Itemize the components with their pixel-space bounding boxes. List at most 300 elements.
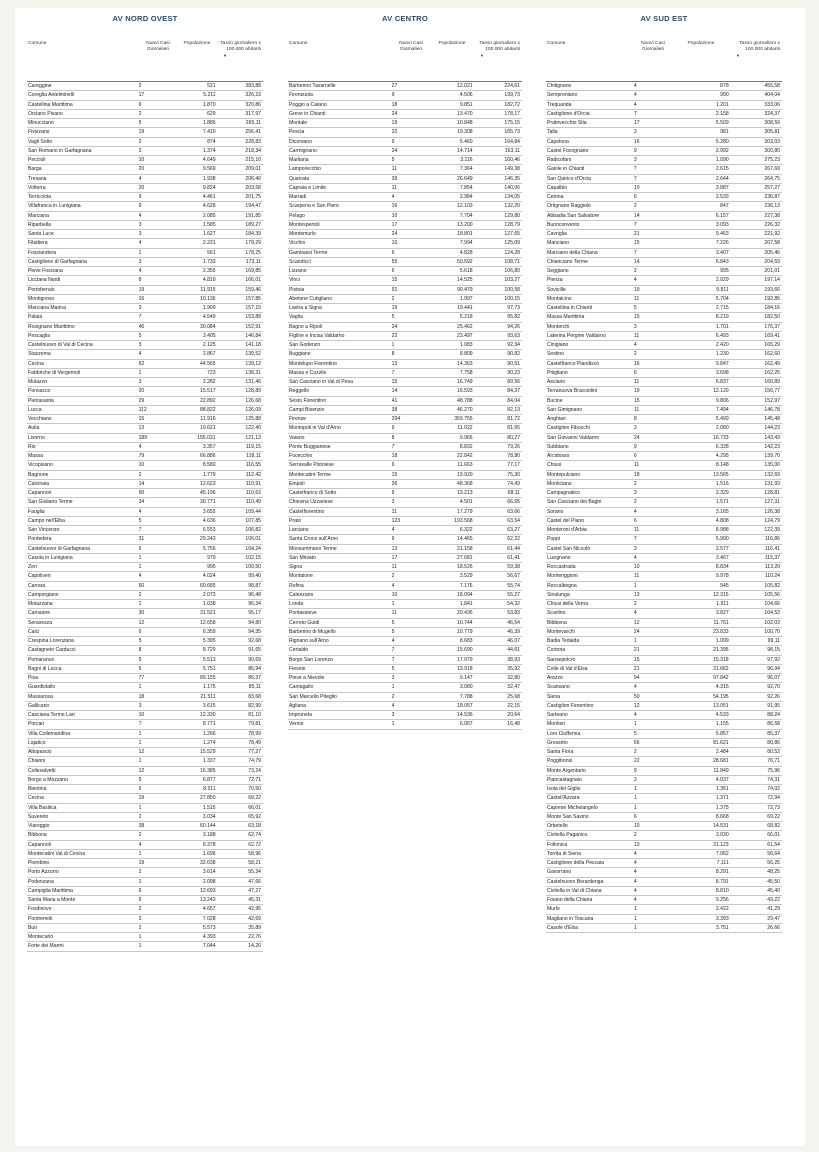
cell-popolazione: 1.274 — [202, 739, 216, 746]
table-row[interactable] — [27, 637, 263, 646]
cell-nuovi-casi: 6 — [633, 453, 637, 459]
table-row[interactable] — [546, 757, 782, 766]
table-row[interactable] — [27, 295, 263, 304]
table-row[interactable] — [546, 91, 782, 100]
table-row[interactable] — [27, 119, 263, 128]
table-row[interactable] — [546, 572, 782, 581]
table-row[interactable] — [27, 526, 263, 535]
cell-tasso: 324,37 — [764, 110, 780, 117]
table-row[interactable] — [546, 184, 782, 193]
table-row[interactable] — [546, 249, 782, 258]
table-row[interactable] — [27, 212, 263, 221]
table-row[interactable] — [546, 489, 782, 498]
table-row[interactable] — [27, 887, 263, 896]
table-row[interactable] — [288, 332, 522, 341]
table-row[interactable] — [288, 165, 522, 174]
table-row[interactable] — [546, 905, 782, 914]
table-row[interactable] — [288, 628, 522, 637]
cell-nuovi-casi: 4 — [138, 841, 142, 848]
table-row[interactable] — [288, 378, 522, 387]
table-row[interactable] — [27, 813, 263, 822]
table-row[interactable] — [27, 147, 263, 156]
cell-comune: San Casciano in Val di Pesa — [289, 379, 353, 385]
cell-nuovi-casi: 10 — [633, 564, 640, 570]
table-row[interactable] — [546, 702, 782, 711]
table-row[interactable] — [27, 489, 263, 498]
table-row[interactable] — [288, 147, 522, 156]
header-casi[interactable]: Nuovi Casi Giornalieri — [146, 41, 170, 52]
table-row[interactable] — [546, 859, 782, 868]
table-row[interactable] — [27, 156, 263, 165]
table-row[interactable] — [27, 323, 263, 332]
cell-tasso: 127,31 — [764, 499, 780, 506]
table-row[interactable] — [27, 535, 263, 544]
table-row[interactable] — [546, 693, 782, 702]
table-row[interactable] — [27, 350, 263, 359]
table-row[interactable] — [27, 665, 263, 674]
table-row[interactable] — [288, 119, 522, 128]
table-row[interactable] — [288, 101, 522, 110]
table-row[interactable] — [27, 184, 263, 193]
table-row[interactable] — [288, 498, 522, 507]
cell-popolazione: 3.698 — [715, 369, 729, 376]
table-row[interactable] — [288, 304, 522, 313]
table-row[interactable] — [27, 202, 263, 211]
table-row[interactable] — [27, 646, 263, 655]
table-row[interactable] — [546, 101, 782, 110]
table-row[interactable] — [27, 101, 263, 110]
table-row[interactable] — [27, 193, 263, 202]
table-row[interactable] — [546, 609, 782, 618]
table-row[interactable] — [546, 286, 782, 295]
table-row[interactable] — [27, 239, 263, 248]
cell-nuovi-casi: 3 — [138, 147, 142, 154]
header-tasso[interactable] — [730, 30, 782, 81]
table-row[interactable] — [288, 452, 522, 461]
table-row[interactable] — [288, 461, 522, 470]
table-row[interactable] — [27, 609, 263, 618]
table-row[interactable] — [288, 572, 522, 581]
table-row[interactable] — [546, 720, 782, 729]
table-row[interactable] — [27, 397, 263, 406]
table-row[interactable] — [27, 933, 263, 942]
cell-tasso: 182,72 — [504, 101, 521, 108]
table-row[interactable] — [27, 452, 263, 461]
header-popolazione[interactable]: Popolazione — [438, 41, 466, 46]
table-row[interactable] — [546, 776, 782, 785]
table-row[interactable] — [27, 82, 263, 91]
table-row[interactable] — [546, 424, 782, 433]
table-row[interactable] — [546, 665, 782, 674]
table-row[interactable] — [288, 720, 522, 729]
table-row[interactable] — [546, 767, 782, 776]
table-row[interactable] — [288, 350, 522, 359]
table-row[interactable] — [27, 545, 263, 554]
table-row[interactable] — [27, 942, 263, 951]
table-row[interactable] — [546, 563, 782, 572]
header-casi[interactable]: Nuovi Casi Giornalieri — [399, 41, 423, 52]
table-row[interactable] — [288, 434, 522, 443]
table-row[interactable] — [288, 110, 522, 119]
cell-tasso: 84,37 — [507, 388, 521, 395]
table-row[interactable] — [546, 739, 782, 748]
table-row[interactable] — [288, 600, 522, 609]
table-row[interactable] — [288, 193, 522, 202]
table-row[interactable] — [27, 822, 263, 831]
table-row[interactable] — [546, 128, 782, 137]
cell-comune: Poggibonsi — [547, 758, 573, 765]
table-row[interactable] — [27, 868, 263, 877]
table-row[interactable] — [546, 822, 782, 831]
table-row[interactable] — [288, 387, 522, 396]
table-row[interactable] — [546, 323, 782, 332]
table-row[interactable] — [288, 489, 522, 498]
table-row[interactable] — [27, 905, 263, 914]
table-row[interactable] — [546, 480, 782, 489]
cell-tasso: 85,11 — [248, 684, 261, 691]
table-row[interactable] — [288, 526, 522, 535]
table-row[interactable] — [27, 498, 263, 507]
table-row[interactable] — [27, 859, 263, 868]
table-row[interactable] — [27, 175, 263, 184]
table-row[interactable] — [288, 295, 522, 304]
table-row[interactable] — [546, 554, 782, 563]
sort-down-icon[interactable]: ▼ — [480, 53, 484, 58]
table-row[interactable] — [288, 646, 522, 655]
table-row[interactable] — [546, 276, 782, 285]
table-row[interactable] — [288, 267, 522, 276]
table-row[interactable] — [546, 924, 782, 933]
table-row[interactable] — [546, 831, 782, 840]
table-row[interactable] — [546, 600, 782, 609]
table-row[interactable] — [546, 221, 782, 230]
header-tasso[interactable] — [217, 30, 263, 81]
table-row[interactable] — [546, 471, 782, 480]
table-row[interactable] — [546, 138, 782, 147]
table-row[interactable] — [27, 563, 263, 572]
table-row[interactable] — [27, 378, 263, 387]
cell-tasso: 79,26 — [507, 443, 521, 450]
cell-popolazione: 2.867 — [202, 351, 216, 358]
sort-down-icon[interactable]: ▼ — [736, 53, 740, 58]
table-row[interactable] — [546, 748, 782, 757]
table-row[interactable] — [27, 360, 263, 369]
table-row[interactable] — [288, 406, 522, 415]
table-row[interactable] — [288, 545, 522, 554]
table-row[interactable] — [288, 230, 522, 239]
table-row[interactable] — [27, 582, 263, 591]
table-row[interactable] — [546, 387, 782, 396]
cell-tasso: 164,84 — [504, 138, 521, 145]
table-row[interactable] — [27, 332, 263, 341]
header-tasso[interactable] — [474, 30, 522, 81]
table-row[interactable] — [27, 757, 263, 766]
table-row[interactable] — [546, 508, 782, 517]
table-row[interactable] — [546, 794, 782, 803]
table-row[interactable] — [546, 619, 782, 628]
table-row[interactable] — [288, 535, 522, 544]
table-row[interactable] — [27, 313, 263, 322]
table-row[interactable] — [288, 341, 522, 350]
table-row[interactable] — [546, 646, 782, 655]
table-row[interactable] — [546, 526, 782, 535]
table-row[interactable] — [27, 508, 263, 517]
table-row[interactable] — [546, 804, 782, 813]
table-row[interactable] — [27, 517, 263, 526]
table-row[interactable] — [288, 156, 522, 165]
table-row[interactable] — [546, 656, 782, 665]
table-row[interactable] — [288, 82, 522, 91]
table-row[interactable] — [27, 424, 263, 433]
cell-nuovi-casi: 32 — [391, 129, 398, 136]
table-row[interactable] — [27, 656, 263, 665]
table-row[interactable] — [27, 896, 263, 905]
table-row[interactable] — [546, 683, 782, 692]
table-row[interactable] — [546, 202, 782, 211]
table-row[interactable] — [546, 110, 782, 119]
table-row[interactable] — [27, 841, 263, 850]
table-row[interactable] — [546, 415, 782, 424]
table-row[interactable] — [288, 471, 522, 480]
table-row[interactable] — [288, 665, 522, 674]
table-row[interactable] — [546, 591, 782, 600]
table-row[interactable] — [288, 313, 522, 322]
table-row[interactable] — [546, 230, 782, 239]
table-row[interactable] — [288, 258, 522, 267]
table-row[interactable] — [27, 591, 263, 600]
table-row[interactable] — [27, 804, 263, 813]
table-row[interactable] — [546, 119, 782, 128]
table-row[interactable] — [27, 739, 263, 748]
table-row[interactable] — [27, 443, 263, 452]
table-row[interactable] — [288, 711, 522, 720]
table-row[interactable] — [546, 295, 782, 304]
table-row[interactable] — [546, 378, 782, 387]
table-row[interactable] — [27, 415, 263, 424]
cell-nuovi-casi: 50 — [138, 490, 145, 496]
table-row[interactable] — [546, 637, 782, 646]
table-row[interactable] — [546, 582, 782, 591]
header-comune[interactable]: Comune — [547, 41, 566, 46]
table-row[interactable] — [288, 591, 522, 600]
table-row[interactable] — [546, 165, 782, 174]
table-row[interactable] — [546, 517, 782, 526]
table-row[interactable] — [27, 776, 263, 785]
table-row[interactable] — [27, 249, 263, 258]
table-row[interactable] — [546, 239, 782, 248]
cell-popolazione: 22.892 — [199, 397, 216, 404]
table-row[interactable] — [546, 868, 782, 877]
table-row[interactable] — [546, 887, 782, 896]
cell-tasso: 257,27 — [764, 184, 780, 191]
table-row[interactable] — [288, 202, 522, 211]
table-row[interactable] — [27, 128, 263, 137]
table-row[interactable] — [546, 452, 782, 461]
header-popolazione[interactable]: Popolazione — [687, 41, 715, 46]
table-row[interactable] — [27, 730, 263, 739]
table-row[interactable] — [288, 582, 522, 591]
table-row[interactable] — [27, 748, 263, 757]
table-row[interactable] — [546, 813, 782, 822]
table-row[interactable] — [288, 609, 522, 618]
table-row[interactable] — [288, 276, 522, 285]
table-row[interactable] — [27, 674, 263, 683]
table-row[interactable] — [27, 572, 263, 581]
sort-down-icon[interactable]: ▼ — [223, 53, 227, 58]
table-row[interactable] — [546, 212, 782, 221]
table-row[interactable] — [546, 535, 782, 544]
table-row[interactable] — [27, 387, 263, 396]
table-row[interactable] — [27, 286, 263, 295]
table-row[interactable] — [27, 258, 263, 267]
table-row[interactable] — [546, 397, 782, 406]
table-row[interactable] — [546, 350, 782, 359]
table-row[interactable] — [288, 323, 522, 332]
table-row[interactable] — [546, 434, 782, 443]
table-row[interactable] — [288, 415, 522, 424]
table-row[interactable] — [27, 785, 263, 794]
table-row[interactable] — [288, 674, 522, 683]
table-row[interactable] — [288, 397, 522, 406]
table-row[interactable] — [546, 915, 782, 924]
table-row[interactable] — [546, 711, 782, 720]
table-row[interactable] — [27, 91, 263, 100]
table-row[interactable] — [27, 341, 263, 350]
header-comune[interactable]: Comune — [289, 41, 308, 46]
table-row[interactable] — [288, 480, 522, 489]
cell-nuovi-casi: 39 — [391, 175, 398, 182]
table-row[interactable] — [27, 221, 263, 230]
table-row[interactable] — [546, 841, 782, 850]
table-row[interactable] — [546, 628, 782, 637]
table-row[interactable] — [27, 110, 263, 119]
table-row[interactable] — [288, 619, 522, 628]
table-row[interactable] — [288, 517, 522, 526]
table-row[interactable] — [546, 461, 782, 470]
table-row[interactable] — [546, 258, 782, 267]
table-row[interactable] — [288, 683, 522, 692]
table-row[interactable] — [288, 286, 522, 295]
table-row[interactable] — [27, 850, 263, 859]
table-row[interactable] — [546, 82, 782, 91]
table-row[interactable] — [27, 600, 263, 609]
table-row[interactable] — [27, 461, 263, 470]
table-row[interactable] — [288, 508, 522, 517]
table-row[interactable] — [27, 915, 263, 924]
header-comune[interactable]: Comune — [28, 41, 47, 46]
table-row[interactable] — [27, 304, 263, 313]
table-row[interactable] — [546, 267, 782, 276]
table-row[interactable] — [546, 360, 782, 369]
table-row[interactable] — [288, 443, 522, 452]
table-row[interactable] — [546, 850, 782, 859]
table-row[interactable] — [546, 674, 782, 683]
table-row[interactable] — [27, 138, 263, 147]
table-row[interactable] — [546, 147, 782, 156]
table-row[interactable] — [27, 831, 263, 840]
table-row[interactable] — [27, 628, 263, 637]
cell-comune: Fiesole — [289, 665, 306, 672]
cell-nuovi-casi: 1 — [633, 804, 637, 811]
table-row[interactable] — [288, 702, 522, 711]
table-row[interactable] — [27, 720, 263, 729]
table-row[interactable] — [288, 563, 522, 572]
table-row[interactable] — [27, 794, 263, 803]
table-row[interactable] — [288, 249, 522, 258]
table-row[interactable] — [288, 221, 522, 230]
table-row[interactable] — [288, 637, 522, 646]
table-row[interactable] — [288, 554, 522, 563]
table-row[interactable] — [27, 924, 263, 933]
table-row[interactable] — [288, 656, 522, 665]
table-row[interactable] — [546, 785, 782, 794]
table-row[interactable] — [546, 878, 782, 887]
table-row[interactable] — [27, 693, 263, 702]
table-row[interactable] — [27, 711, 263, 720]
table-row[interactable] — [288, 138, 522, 147]
table-row[interactable] — [288, 128, 522, 137]
header-casi[interactable]: Nuovi Casi Giornalieri — [641, 41, 665, 52]
table-row[interactable] — [27, 878, 263, 887]
table-row[interactable] — [27, 369, 263, 378]
cell-tasso: 81,65 — [507, 425, 521, 432]
table-row[interactable] — [27, 767, 263, 776]
table-row[interactable] — [546, 498, 782, 507]
table-row[interactable] — [27, 406, 263, 415]
table-row[interactable] — [546, 369, 782, 378]
table-row[interactable] — [546, 406, 782, 415]
cell-popolazione: 19.441 — [457, 305, 473, 311]
table-row[interactable] — [27, 554, 263, 563]
table-row[interactable] — [288, 184, 522, 193]
cell-popolazione: 6.843 — [715, 258, 729, 265]
table-row[interactable] — [546, 175, 782, 184]
table-row[interactable] — [27, 683, 263, 692]
cell-tasso: 227,38 — [764, 212, 780, 219]
table-row[interactable] — [27, 267, 263, 276]
table-row[interactable] — [546, 341, 782, 350]
table-row[interactable] — [546, 443, 782, 452]
table-row[interactable] — [288, 424, 522, 433]
table-row[interactable] — [288, 239, 522, 248]
cell-tasso: 184,39 — [245, 231, 261, 237]
cell-popolazione: 3.529 — [459, 573, 473, 580]
table-row[interactable] — [27, 471, 263, 480]
table-row[interactable] — [546, 156, 782, 165]
table-row[interactable] — [546, 896, 782, 905]
table-row[interactable] — [546, 304, 782, 313]
table-row[interactable] — [27, 480, 263, 489]
table-row[interactable] — [288, 360, 522, 369]
table-row[interactable] — [288, 693, 522, 702]
table-row[interactable] — [27, 619, 263, 628]
table-row[interactable] — [288, 175, 522, 184]
table-row[interactable] — [27, 276, 263, 285]
table-row[interactable] — [27, 165, 263, 174]
table-row[interactable] — [288, 91, 522, 100]
table-row[interactable] — [27, 434, 263, 443]
table-row[interactable] — [546, 730, 782, 739]
table-row[interactable] — [27, 702, 263, 711]
table-row[interactable] — [27, 230, 263, 239]
table-row[interactable] — [546, 545, 782, 554]
header-popolazione[interactable]: Popolazione — [183, 41, 211, 46]
table-row[interactable] — [288, 212, 522, 221]
table-row[interactable] — [546, 332, 782, 341]
table-row[interactable] — [546, 193, 782, 202]
table-row[interactable] — [288, 369, 522, 378]
table-row[interactable] — [546, 313, 782, 322]
